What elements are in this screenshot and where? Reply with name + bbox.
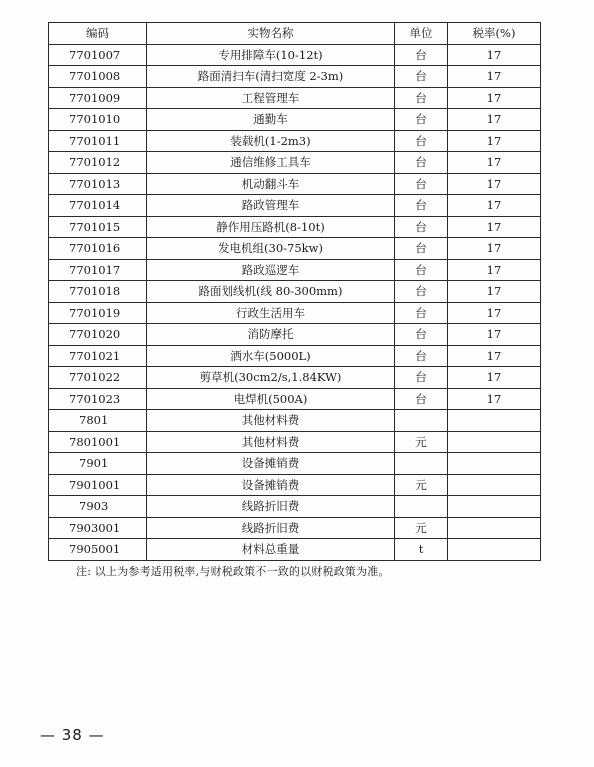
cell-code: 7701011 [49, 130, 147, 152]
cell-code: 7701007 [49, 44, 147, 66]
cell-unit: 台 [395, 66, 448, 88]
table-row [49, 367, 541, 389]
cell-rate: 17 [448, 345, 541, 367]
cell-rate [448, 453, 541, 475]
cell-unit: 台 [395, 302, 448, 324]
cell-rate: 17 [448, 152, 541, 174]
table-row [49, 431, 541, 453]
cell-unit: 台 [395, 109, 448, 131]
table-row [49, 66, 541, 88]
page-number: — 38 — [40, 726, 105, 744]
table-row [49, 173, 541, 195]
cell-name: 工程管理车 [147, 87, 395, 109]
cell-code: 7701023 [49, 388, 147, 410]
table-row [49, 238, 541, 260]
cell-rate [448, 496, 541, 518]
cell-unit: 元 [395, 431, 448, 453]
cell-name: 其他材料费 [147, 410, 395, 432]
cell-code: 7701014 [49, 195, 147, 217]
cell-name: 静作用压路机(8-10t) [147, 216, 395, 238]
cell-code: 7701018 [49, 281, 147, 303]
cell-name: 路政管理车 [147, 195, 395, 217]
cell-unit: 台 [395, 87, 448, 109]
cell-rate: 17 [448, 130, 541, 152]
cell-name: 线路折旧费 [147, 517, 395, 539]
table-row [49, 216, 541, 238]
cell-code: 7701022 [49, 367, 147, 389]
table-row [49, 453, 541, 475]
cell-code: 7701017 [49, 259, 147, 281]
cell-name: 专用排障车(10-12t) [147, 44, 395, 66]
cell-rate: 17 [448, 238, 541, 260]
cell-code: 7701016 [49, 238, 147, 260]
footnote: 注: 以上为参考适用税率,与财税政策不一致的以财税政策为准。 [76, 565, 390, 578]
header-code: 编码 [49, 23, 147, 45]
table-header-row [49, 23, 541, 45]
cell-unit: 台 [395, 238, 448, 260]
cell-name: 路面清扫车(清扫宽度 2-3m) [147, 66, 395, 88]
table-row [49, 109, 541, 131]
cell-name: 通勤车 [147, 109, 395, 131]
table-row [49, 259, 541, 281]
cell-name: 机动翻斗车 [147, 173, 395, 195]
cell-unit: 台 [395, 345, 448, 367]
cell-unit: 台 [395, 388, 448, 410]
table-row [49, 87, 541, 109]
cell-unit [395, 453, 448, 475]
cell-code: 7701021 [49, 345, 147, 367]
table-row [49, 130, 541, 152]
cell-code: 7801001 [49, 431, 147, 453]
cell-unit: 元 [395, 474, 448, 496]
table-row [49, 281, 541, 303]
cell-rate [448, 431, 541, 453]
cell-name: 设备摊销费 [147, 474, 395, 496]
table-row [49, 302, 541, 324]
cell-unit: 台 [395, 44, 448, 66]
cell-code: 7905001 [49, 539, 147, 561]
tax-rate-table [48, 22, 541, 561]
cell-unit: 台 [395, 130, 448, 152]
cell-code: 7903 [49, 496, 147, 518]
cell-rate: 17 [448, 216, 541, 238]
cell-unit: 台 [395, 324, 448, 346]
cell-unit: 元 [395, 517, 448, 539]
table-row [49, 410, 541, 432]
table-row [49, 496, 541, 518]
cell-rate [448, 410, 541, 432]
cell-rate: 17 [448, 87, 541, 109]
cell-unit [395, 496, 448, 518]
cell-rate: 17 [448, 388, 541, 410]
header-name: 实物名称 [147, 23, 395, 45]
cell-unit: t [395, 539, 448, 561]
cell-rate: 17 [448, 66, 541, 88]
cell-rate: 17 [448, 367, 541, 389]
cell-name: 剪草机(30cm2/s,1.84KW) [147, 367, 395, 389]
cell-unit: 台 [395, 367, 448, 389]
cell-name: 设备摊销费 [147, 453, 395, 475]
table-row [49, 195, 541, 217]
cell-name: 材料总重量 [147, 539, 395, 561]
table-body [49, 44, 541, 560]
cell-unit: 台 [395, 281, 448, 303]
table-row [49, 517, 541, 539]
cell-rate: 17 [448, 44, 541, 66]
table-row [49, 152, 541, 174]
cell-code: 7701010 [49, 109, 147, 131]
cell-name: 线路折旧费 [147, 496, 395, 518]
cell-code: 7701012 [49, 152, 147, 174]
cell-code: 7801 [49, 410, 147, 432]
cell-name: 消防摩托 [147, 324, 395, 346]
table-row [49, 539, 541, 561]
cell-rate [448, 539, 541, 561]
cell-code: 7701013 [49, 173, 147, 195]
cell-rate: 17 [448, 259, 541, 281]
cell-rate: 17 [448, 195, 541, 217]
cell-code: 7901 [49, 453, 147, 475]
cell-rate: 17 [448, 173, 541, 195]
table-row [49, 345, 541, 367]
cell-code: 7903001 [49, 517, 147, 539]
cell-name: 其他材料费 [147, 431, 395, 453]
cell-code: 7701020 [49, 324, 147, 346]
cell-code: 7701008 [49, 66, 147, 88]
cell-unit: 台 [395, 173, 448, 195]
cell-name: 通信维修工具车 [147, 152, 395, 174]
cell-name: 路面划线机(线 80-300mm) [147, 281, 395, 303]
table-row [49, 388, 541, 410]
cell-code: 7901001 [49, 474, 147, 496]
cell-name: 路政巡逻车 [147, 259, 395, 281]
cell-unit: 台 [395, 216, 448, 238]
cell-unit: 台 [395, 195, 448, 217]
cell-code: 7701009 [49, 87, 147, 109]
header-rate: 税率(%) [448, 23, 541, 45]
cell-code: 7701015 [49, 216, 147, 238]
header-unit: 单位 [395, 23, 448, 45]
cell-rate [448, 517, 541, 539]
cell-rate: 17 [448, 281, 541, 303]
cell-name: 电焊机(500A) [147, 388, 395, 410]
cell-rate [448, 474, 541, 496]
cell-unit: 台 [395, 152, 448, 174]
table-row [49, 474, 541, 496]
cell-unit [395, 410, 448, 432]
cell-name: 发电机组(30-75kw) [147, 238, 395, 260]
cell-name: 装载机(1-2m3) [147, 130, 395, 152]
cell-name: 行政生活用车 [147, 302, 395, 324]
cell-name: 洒水车(5000L) [147, 345, 395, 367]
cell-unit: 台 [395, 259, 448, 281]
cell-rate: 17 [448, 109, 541, 131]
table-row [49, 44, 541, 66]
cell-code: 7701019 [49, 302, 147, 324]
table-row [49, 324, 541, 346]
cell-rate: 17 [448, 324, 541, 346]
cell-rate: 17 [448, 302, 541, 324]
